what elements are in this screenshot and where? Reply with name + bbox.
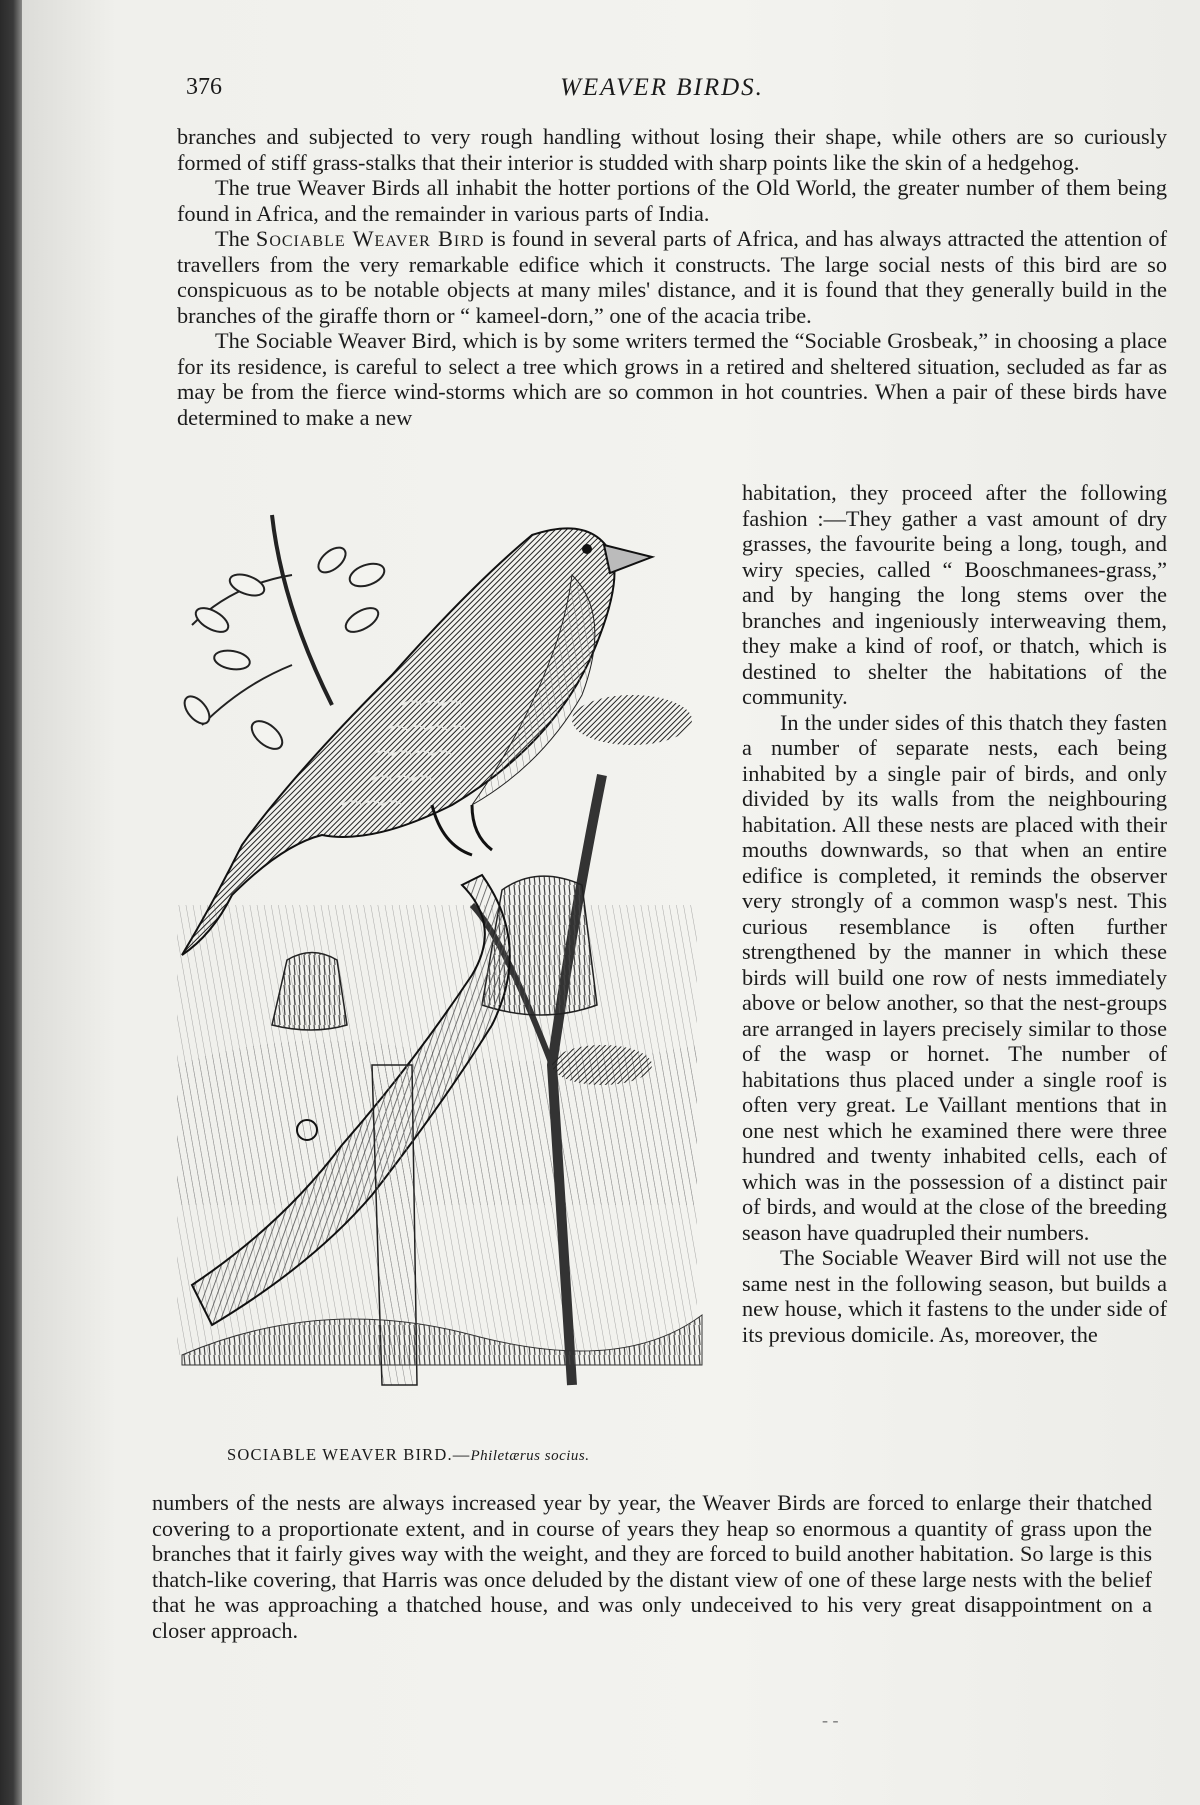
- paragraph-sociable-weaver: [177, 226, 1167, 328]
- page-header: [162, 68, 1162, 108]
- paragraph-under-sides: In the under sides of this thatch they fasten a number of separate nests, each being inhabited by a single pair of birds, and only divided by its walls from the neighbouring habitation. All these nests are placed with their mouths downwards, so that when an entire edifice is completed, it reminds the observer very strongly of a common wasp's nest. This curious resemblance is often further strengthened by the manner in which these birds will build one row of nests immediately above or below another, so that the nest-groups are arranged in layers precisely similar to those of the wasp or hornet. The number of habitations thus placed under a single roof is often very great. Le Vaillant mentions that in one nest which he examined there were three hundred and twenty inhabited cells, each of which was in the possession of a distinct pair of birds, and would at the close of the breeding season have quadrupled their numbers.: [742, 709, 1167, 1245]
- figure-caption: [227, 1445, 767, 1465]
- book-page: [22, 0, 1200, 1805]
- sociable-lead: The: [215, 226, 256, 251]
- paragraph-continuation: branches and subjected to very rough handling without losing their shape, while others are so curiously formed of stiff grass-stalks that their interior is studded with sharp points like the skin of a hedgehog.: [177, 124, 1167, 175]
- page-number: 376: [186, 74, 222, 100]
- running-title: WEAVER BIRDS.: [560, 74, 764, 101]
- stray-print-mark: - -: [822, 1710, 839, 1730]
- sociable-weaver-name: Sociable Weaver Bird: [255, 226, 485, 251]
- bird-eye: [582, 544, 592, 554]
- paragraph-new-nest: The Sociable Weaver Bird will not use the same nest in the following season, but builds a new house, which it fastens to the under side of its previous domicile. As, moreover, the: [742, 1245, 1167, 1347]
- caption-title: SOCIABLE WEAVER BIRD.—: [227, 1445, 471, 1464]
- paragraph-bottom: numbers of the nests are always increased year by year, the Weaver Birds are forced to enlarge their thatched covering to a proportionate extent, and in course of years they heap so enormous a quantity of grass upon the branches that it fairly gives way with the weight, and they are forced to build another habitation. So large is this thatch-like covering, that Harris was once deluded by the distant view of one of these large nests with the belief that he was approaching a thatched house, and was only undeceived to his very great disappointment on a closer approach.: [152, 1490, 1152, 1643]
- paragraph-grosbeak: The Sociable Weaver Bird, which is by some writers termed the “Sociable Grosbeak,” in choosing a place for its residence, is careful to select a tree which grows in a retired and sheltered situation, secluded as far as may be from the fierce wind-storms which are so common in hot countries. When a pair of these birds have determined to make a new: [177, 328, 1167, 430]
- sociable-rest: is found in several parts of Africa, and has always attracted the attention of travellers from the very remarkable edifice which it constructs. The large social nests of this bird are so conspicuous as to be notable objects at many miles' distance, and it is found that they generally build in the branches of the giraffe thorn or “ kameel-dorn,” one of the acacia tribe.: [177, 226, 1167, 328]
- caption-latin-name: Philetærus socius.: [470, 1448, 590, 1464]
- top-text-block: [177, 124, 1167, 430]
- bird-engraving: [172, 505, 717, 1435]
- bottom-text-block: [152, 1490, 1152, 1643]
- paragraph-true-weavers: The true Weaver Birds all inhabit the hotter portions of the Old World, the greater number of them being found in Africa, and the remainder in various parts of India.: [177, 175, 1167, 226]
- bird-feet: [432, 805, 492, 855]
- paragraph-habitation: habitation, they proceed after the following fashion :—They gather a vast amount of dry grasses, the favourite being a long, tough, and wiry species, called “ Booschmanees-grass,” and by hanging the long stems over the branches and ingeniously interweaving them, they make a kind of roof, or thatch, which is destined to shelter the habitations of the community.: [742, 480, 1167, 709]
- figure-sociable-weaver: [172, 505, 717, 1464]
- right-column-text: [742, 480, 1167, 1347]
- book-binding-edge: [0, 0, 22, 1805]
- bird-beak: [604, 545, 652, 573]
